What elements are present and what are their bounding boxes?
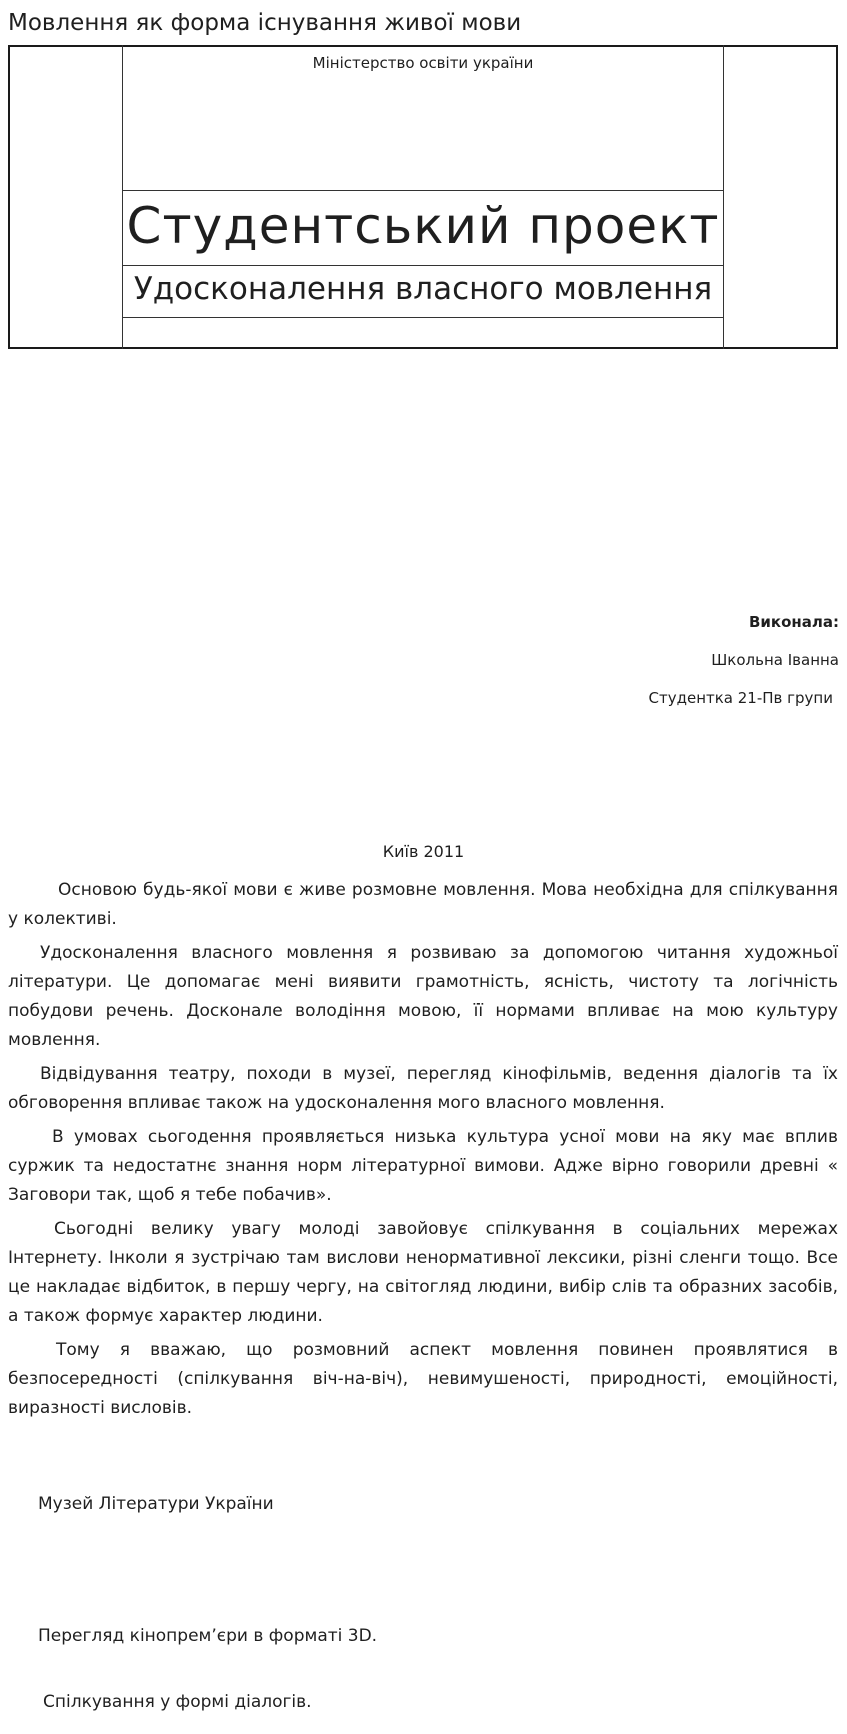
- essay-paragraph: Сьогодні велику увагу молоді завойовує спілкування в соціальних мережах Інтернету. Інколи я зустрічаю там вислови ненормативної лексики, різні сленги тощо. Все це накладає відбиток, в першу чергу, на світогляд людини, вибір слів та образних засобів, а також формує характер людини.: [8, 1219, 838, 1326]
- essay-paragraph: Удосконалення власного мовлення я розвиваю за допомогою читання художньої літератури. Це допомагає мені виявити грамотність, ясність, чистоту та логічність побудови речень. Досконале володіння мовою, її нормами впливає на мою культуру мовлення.: [8, 943, 838, 1050]
- essay-paragraph: Тому я вважаю, що розмовний аспект мовлення повинен проявлятися в безпосередності (спілкування віч-на-віч), невимушеності, природності, емоційності, виразності висловів.: [8, 1340, 838, 1418]
- author-name: Школьна Іванна: [711, 651, 839, 669]
- list-item: Перегляд кінопрем’єри в форматі 3D.: [38, 1626, 378, 1646]
- project-subtitle: Удосконалення власного мовлення: [133, 271, 713, 307]
- author-label: Виконала:: [748, 613, 839, 631]
- essay-paragraph: Основою будь-якої мови є живе розмовне мовлення. Мова необхідна для спілкування у колективі.: [8, 880, 838, 929]
- list-item: Музей Літератури України: [38, 1494, 274, 1514]
- page-title: Мовлення як форма існування живої мови: [8, 10, 522, 36]
- list-item: Спілкування у формі діалогів.: [43, 1692, 312, 1712]
- essay-body: [8, 876, 838, 1428]
- ministry-label: Міністерство освіти україни: [312, 54, 534, 72]
- essay-paragraph: Відвідування театру, походи в музеї, перегляд кінофільмів, ведення діалогів та їх обговорення впливає також на удосконалення мого власного мовлення.: [8, 1064, 838, 1113]
- divider-line: [123, 317, 723, 318]
- city-year: Київ 2011: [382, 842, 465, 861]
- project-heading: Студентський проект: [126, 197, 720, 255]
- author-block: [649, 612, 839, 708]
- author-group: Студентка 21-Пв групи: [648, 689, 833, 707]
- title-page-inner-box: [122, 45, 724, 349]
- essay-paragraph: В умовах сьогодення проявляється низька культура усної мови на яку має вплив суржик та недостатнє знання норм літературної вимови. Адже вірно говорили древні « Заговори так, щоб я тебе побачив».: [8, 1127, 838, 1205]
